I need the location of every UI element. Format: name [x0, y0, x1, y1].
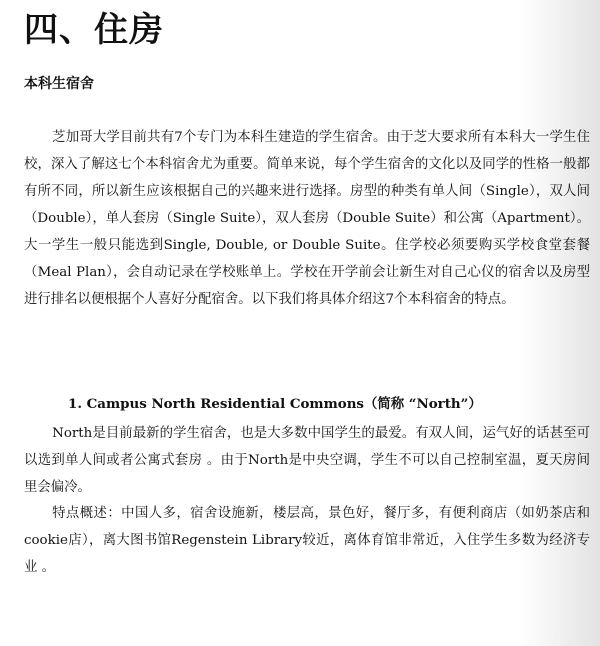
- chapter-title: 四、住房: [24, 10, 164, 50]
- residence-heading: 1. Campus North Residential Commons（简称 “North”）: [68, 396, 482, 412]
- residence-description-paragraph: North是目前最新的学生宿舍，也是大多数中国学生的最爱。有双人间，运气好的话甚至可以选到单人间或者公寓式套房 。由于North是中央空调，学生不可以自己控制室温，夏天房间里会偏冷。: [24, 426, 590, 495]
- section-title: 本科生宿舍: [24, 76, 94, 92]
- residence-summary-paragraph: 特点概述：中国人多，宿舍设施新，楼层高，景色好，餐厅多，有便利商店（如奶茶店和cookie店），离大图书馆Regenstein Library较近，离体育馆非常近，入住学生多数为经济专业 。: [24, 506, 590, 575]
- intro-paragraph: 芝加哥大学目前共有7个专门为本科生建造的学生宿舍。由于芝大要求所有本科大一学生住校，深入了解这七个本科宿舍尤为重要。简单来说，每个学生宿舍的文化以及同学的性格一般都有所不同，所以新生应该根据自己的兴趣来进行选择。房型的种类有单人间（Single），双人间（Double），单人套房（Single Suite），双人套房（Double Suite）和公寓（Apartment）。大一学生一般只能选到Single, Double, or Double Suite。住学校必须要购买学校食堂套餐（Meal Plan），会自动记录在学校账单上。学校在开学前会让新生对自己心仪的宿舍以及房型进行排名以便根据个人喜好分配宿舍。以下我们将具体介绍这7个本科宿舍的特点。: [24, 130, 590, 307]
